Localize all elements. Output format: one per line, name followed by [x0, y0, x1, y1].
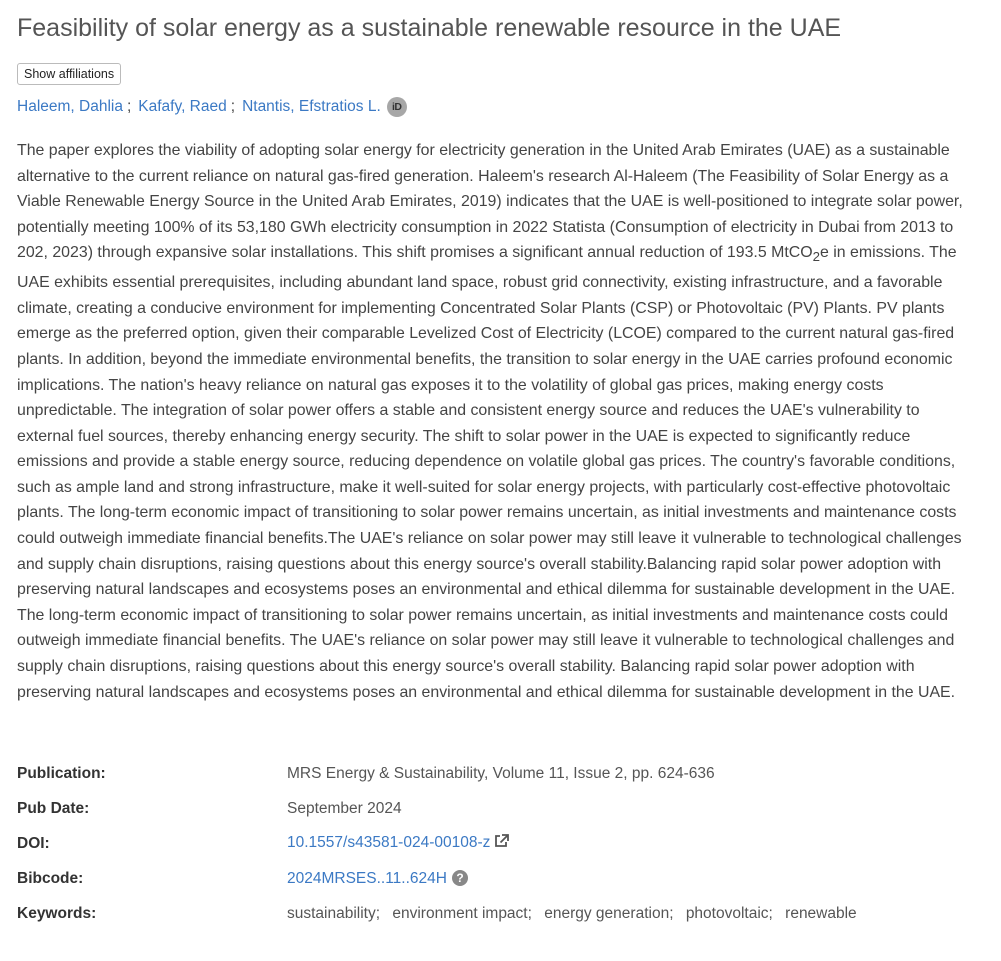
doi-row — [17, 826, 977, 861]
publication-details — [17, 756, 977, 931]
orcid-icon[interactable]: iD — [387, 97, 407, 117]
abstract-text — [17, 138, 972, 705]
keywords-row — [17, 896, 977, 931]
author-link[interactable]: Kafafy, Raed — [138, 98, 227, 115]
publication-value: MRS Energy & Sustainability, Volume 11, Issue 2, pp. 624-636 — [287, 764, 715, 782]
keyword[interactable]: environment impact; — [392, 904, 532, 922]
bibcode-label: Bibcode: — [17, 869, 84, 887]
pubdate-label: Pub Date: — [17, 799, 90, 817]
author-link[interactable]: Haleem, Dahlia — [17, 98, 123, 115]
abstract-part-2: e in emissions. The UAE exhibits essential prerequisites, including abundant land space, robust grid connectivity, existing infrastructure, and a favorable climate, creating a conducive environment for implementing Concentrated Solar Plants (CSP) or Photovoltaic (PV) Plants. PV plants emerge as the preferred option, given their comparable Levelized Cost of Electricity (LCOE) compared to the current natural gas-fired plants. In addition, beyond the immediate environmental benefits, the transition to solar energy in the UAE carries profound economic implications. The nation's heavy reliance on natural gas exposes it to the volatility of global gas prices, making energy costs unpredictable. The integration of solar power offers a stable and consistent energy source and reduces the UAE's vulnerability to external fuel sources, thereby enhancing energy security. The shift to solar power in the UAE is expected to significantly reduce emissions and provide a stable energy source, reducing dependence on volatile global gas prices. The country's favorable conditions, such as ample land and strong infrastructure, make it well-suited for solar energy projects, with particularly cost-effective photovoltaic plants. The long-term economic impact of transitioning to solar power remains uncertain, as initial investments and maintenance costs could outweigh immediate financial benefits.The UAE's reliance on solar power may still leave it vulnerable to technological challenges and supply chain disruptions, raising questions about this energy source's overall stability.Balancing rapid solar power adoption with preserving natural landscapes and ecosystems poses an environmental and ethical dilemma for sustainable development in the UAE. The long-term economic impact of transitioning to solar power remains uncertain, as initial investments and maintenance costs could outweigh immediate financial benefits. The UAE's reliance on solar power may still leave it vulnerable to technological challenges and supply chain disruptions, raising questions about this energy source's overall stability. Balancing rapid solar power adoption with preserving natural landscapes and ecosystems poses an environmental and ethical dilemma for sustainable development in the UAE. — [17, 244, 962, 701]
show-affiliations-button[interactable]: Show affiliations — [17, 63, 121, 85]
pubdate-value: September 2024 — [287, 799, 402, 817]
bibcode-row — [17, 861, 977, 896]
keyword[interactable]: sustainability; — [287, 904, 381, 922]
abstract-subscript: 2 — [812, 249, 820, 265]
bibcode-link[interactable]: 2024MRSES..11..624H — [287, 869, 447, 887]
page-title: Feasibility of solar energy as a sustainable renewable resource in the UAE — [17, 14, 842, 42]
doi-label: DOI: — [17, 834, 50, 852]
publication-row — [17, 756, 977, 791]
keyword[interactable]: photovoltaic; — [685, 904, 773, 922]
author-separator: ; — [126, 98, 132, 115]
keywords-label: Keywords: — [17, 904, 97, 922]
doi-link[interactable]: 10.1557/s43581-024-00108-z — [287, 834, 491, 851]
abstract-part-1: The paper explores the viability of adopting solar energy for electricity generation in the United Arab Emirates (UAE) as a sustainable alternative to the current reliance on natural gas-fired generation. Haleem's research Al-Haleem (The Feasibility of Solar Energy as a Viable Renewable Energy Source in the United Arab Emirates, 2019) indicates that the UAE is well-positioned to integrate solar power, potentially meeting 100% of its 53,180 GWh electricity consumption in 2022 Statista (Consumption of electricity in Dubai from 2013 to 202, 2023) through expansive solar installations. This shift promises a significant annual reduction of 193.5 MtCO — [17, 142, 963, 262]
keyword[interactable]: energy generation; — [544, 904, 674, 922]
keywords-list — [287, 896, 977, 931]
pubdate-row — [17, 791, 977, 826]
question-circle-icon[interactable]: ? — [452, 870, 468, 886]
publication-label: Publication: — [17, 764, 106, 782]
author-link[interactable]: Ntantis, Efstratios L. — [242, 98, 381, 115]
external-link-icon[interactable] — [494, 834, 509, 853]
author-list — [17, 96, 407, 118]
keyword[interactable]: renewable — [785, 904, 857, 922]
author-separator: ; — [230, 98, 236, 115]
